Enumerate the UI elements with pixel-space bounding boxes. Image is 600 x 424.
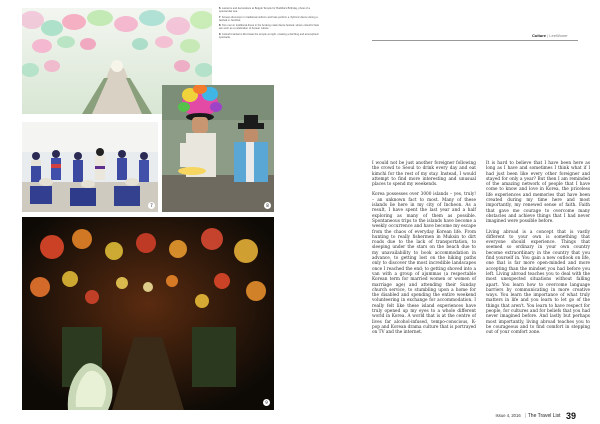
photo-number-badge: 8 bbox=[264, 202, 271, 209]
photo-number-badge: 9 bbox=[263, 399, 270, 406]
night-lanterns-image bbox=[22, 217, 274, 410]
section-label: Culture bbox=[532, 33, 546, 38]
section-sublabel: LeeWoner bbox=[549, 33, 568, 38]
article-paragraph: Korea possesses over 3000 islands – yes, truly! – an unknown fact to most. Many of these islands lie here in my city of Incheon. As a result, I have spent the last year and a half exploring as many of them as possible. Spontaneous trips to the islands have become a weekly occurrence and have become my escape from the chaos of everyday Korean life. From hunting to really fishermen in Muksin to dirt roads due to the lack of transportation, to sleeping under the stars on the beach due to my unavailability to book accommodation in advance, to getting lost on the hiking paths only to discover the most incredible landscapes once I reached the end; to getting shoved into a van with a group of ajummas (a respectable Korean term for married women or women of marriage age) and attending their Sunday church service, to stumbling upon a home for the disabled and spending the entire weekend volunteering in exchange for accommodation. I really felt like these island experiences have truly opened up my eyes to a whole different world in Korea. A world that is at the centre of lives far alcohol-infused, tempo-conscious, K-pop and Korean drama culture that is portrayed on TV and the internet. bbox=[372, 192, 476, 336]
night-lanterns-photo bbox=[22, 217, 274, 410]
page-number: 39 bbox=[565, 411, 576, 421]
page-footer: Issue 4, 2016 | The Travel List 39 bbox=[495, 411, 576, 421]
caption-item: 8. Two men in traditional dress in the Andong mask dance festival, where colourful hats are worn as a celebration of Korean culture. bbox=[219, 24, 319, 31]
drummers-image bbox=[22, 122, 158, 212]
article-paragraph: It is hard to believe that I have been here as long as I have and sometimes I think what if I had just been like every other foreigner and stayed for only a year? But then I am reminded of the amazing network of people that I have come to know and love in Korea, the priceless life experiences and memories that have been created during my time here and most importantly, my renewed sense of faith. Faith that gave me courage to overcome many obstacles and achieve things that I had never imagined were possible before. bbox=[486, 161, 590, 225]
article-column-1 bbox=[372, 161, 476, 341]
drummers-photo bbox=[22, 122, 158, 212]
masks-image bbox=[162, 85, 274, 212]
caption-item: 9. Colourful lanterns illuminate the temple at night, creating a dazzling and atmospheric spectacle. bbox=[219, 33, 319, 40]
article-paragraph: I would not be just another foreigner following the crowd to Seoul to drink every day and eat kimchi for the rest of my stay. Instead, I would attempt to find more interesting and unusual places to spend my weekends. bbox=[372, 161, 476, 188]
photo-captions bbox=[219, 7, 319, 42]
article-column-2 bbox=[486, 161, 590, 341]
issue-label: Issue 4, 2016 bbox=[495, 413, 521, 418]
photo-number-badge: 7 bbox=[148, 202, 155, 209]
magazine-name: The Travel List bbox=[527, 413, 561, 419]
section-header: Culture | LeeWoner bbox=[532, 33, 568, 38]
header-divider bbox=[372, 40, 578, 41]
article-paragraph: Living abroad is a concept that is vastly different to your own is something that everyone should experience. Things that seemed so ordinary in your own country become extraordinary in the country that you find yourself in. You gain a new outlook on life, one that is far more open-minded and more accepting than the mindset you had before you left. Living abroad teaches you to deal with the most unexpected situations without falling apart. You learn how to overcome language barriers by communicating in more creative ways. You learn the importance of what truly matters in life and you learn to let go of the things that aren't. You learn to have respect for people, for cultures and for beliefs that you had never imagined before. And lastly but perhaps most importantly, living abroad teaches you to be courageous and to find comfort in stepping out of your comfort zone. bbox=[486, 229, 590, 336]
caption-item: 7. Korean drummers in traditional uniform and hats perform a rhythmic dance during a festival in Jeonbuk. bbox=[219, 15, 318, 22]
masks-photo bbox=[162, 85, 274, 212]
caption-item: 6. Lanterns and decorations at Bulguk Temple for Buddha's Birthday, photo of a spectacular sea. bbox=[219, 7, 310, 14]
